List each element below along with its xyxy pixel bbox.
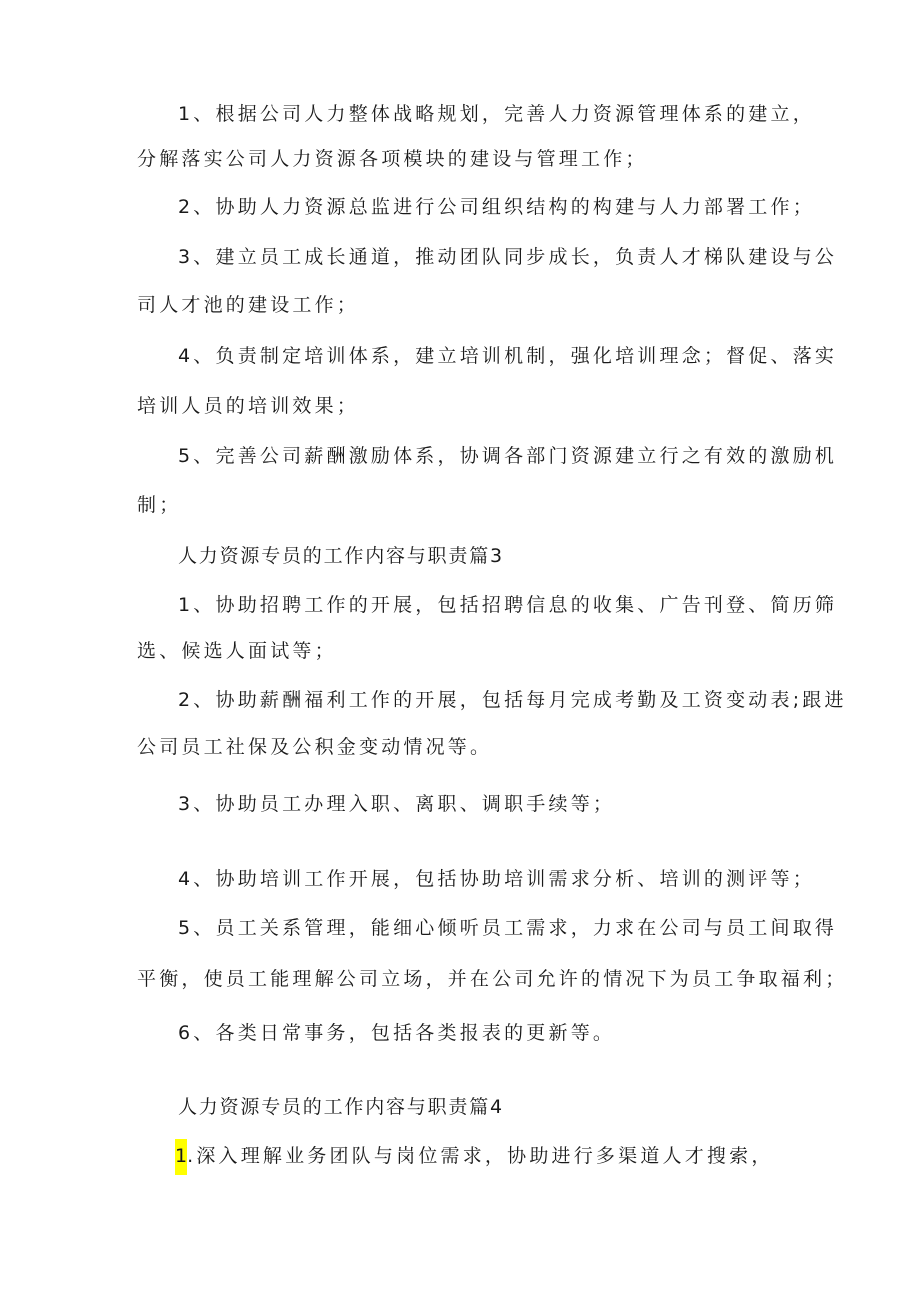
section-heading: 人力资源专员的工作内容与职责篇3 [178, 545, 504, 567]
paragraph-line: 司人才池的建设工作； [137, 294, 360, 316]
paragraph-line: 5、员工关系管理，能细心倾听员工需求，力求在公司与员工间取得 [178, 917, 838, 939]
paragraph-line: 3、建立员工成长通道，推动团队同步成长，负责人才梯队建设与公 [178, 246, 838, 268]
paragraph-line: 选、候选人面试等； [137, 640, 337, 662]
paragraph-line: 4、负责制定培训体系，建立培训机制，强化培训理念；督促、落实 [178, 345, 838, 367]
paragraph-line: 公司员工社保及公积金变动情况等。 [137, 736, 493, 758]
paragraph-line: 培训人员的培训效果； [137, 395, 360, 417]
paragraph-line: 1、根据公司人力整体战略规划，完善人力资源管理体系的建立， [178, 103, 815, 125]
paragraph-line [175, 1143, 774, 1169]
paragraph-line: 4、协助培训工作开展，包括协助培训需求分析、培训的测评等； [178, 868, 815, 890]
section-heading: 人力资源专员的工作内容与职责篇4 [178, 1096, 504, 1118]
paragraph-line: 5、完善公司薪酬激励体系，协调各部门资源建立行之有效的激励机 [178, 445, 838, 467]
paragraph-line: 平衡，使员工能理解公司立场，并在公司允许的情况下为员工争取福利； [137, 968, 848, 990]
paragraph-line: 1、协助招聘工作的开展，包括招聘信息的收集、广告刊登、简历筛 [178, 594, 838, 616]
paragraph-line: 2、协助薪酬福利工作的开展，包括每月完成考勤及工资变动表;跟进 [178, 689, 847, 711]
paragraph-line: 6、各类日常事务，包括各类报表的更新等。 [178, 1022, 616, 1044]
paragraph-line: 3、协助员工办理入职、离职、调职手续等； [178, 793, 616, 815]
paragraph-text: .深入理解业务团队与岗位需求，协助进行多渠道人才搜索， [187, 1145, 774, 1167]
highlighted-number: 1 [175, 1139, 187, 1175]
paragraph-line: 2、协助人力资源总监进行公司组织结构的构建与人力部署工作； [178, 196, 815, 218]
paragraph-line: 制； [137, 494, 182, 516]
paragraph-line: 分解落实公司人力资源各项模块的建设与管理工作； [137, 148, 648, 170]
